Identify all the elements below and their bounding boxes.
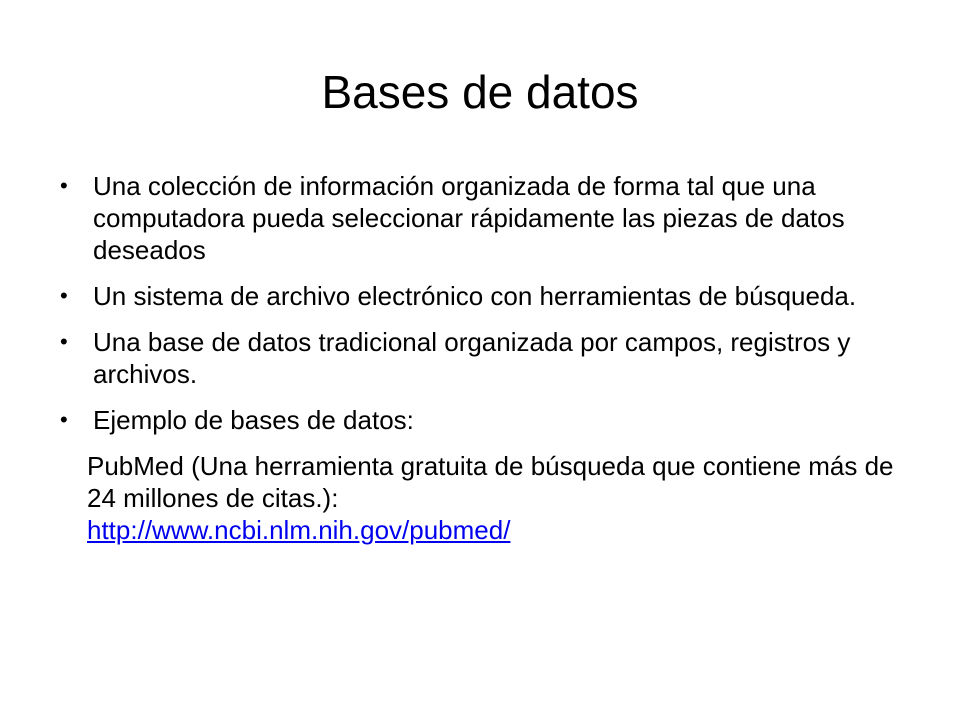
example-paragraph xyxy=(60,450,910,546)
slide-body xyxy=(60,170,910,546)
bullet-text: Ejemplo de bases de datos: xyxy=(93,405,414,435)
bullet-item xyxy=(60,280,910,312)
bullet-list xyxy=(60,170,910,436)
pubmed-link[interactable]: http://www.ncbi.nlm.nih.gov/pubmed/ xyxy=(87,515,511,545)
bullet-dot-icon: • xyxy=(60,173,68,198)
bullet-dot-icon: • xyxy=(60,283,68,308)
bullet-text: Una base de datos tradicional organizada por campos, registros y archivos. xyxy=(93,327,851,389)
bullet-item xyxy=(60,170,910,266)
bullet-text: Una colección de información organizada de forma tal que una computadora pueda seleccionar rápidamente las piezas de datos deseados xyxy=(93,171,845,265)
bullet-dot-icon: • xyxy=(60,329,68,354)
bullet-dot-icon: • xyxy=(60,407,68,432)
bullet-item xyxy=(60,326,910,390)
slide-title: Bases de datos xyxy=(321,66,639,118)
bullet-text: Un sistema de archivo electrónico con herramientas de búsqueda. xyxy=(93,281,857,311)
bullet-item xyxy=(60,404,910,436)
example-text: PubMed (Una herramienta gratuita de búsqueda que contiene más de 24 millones de citas.): xyxy=(87,451,894,513)
